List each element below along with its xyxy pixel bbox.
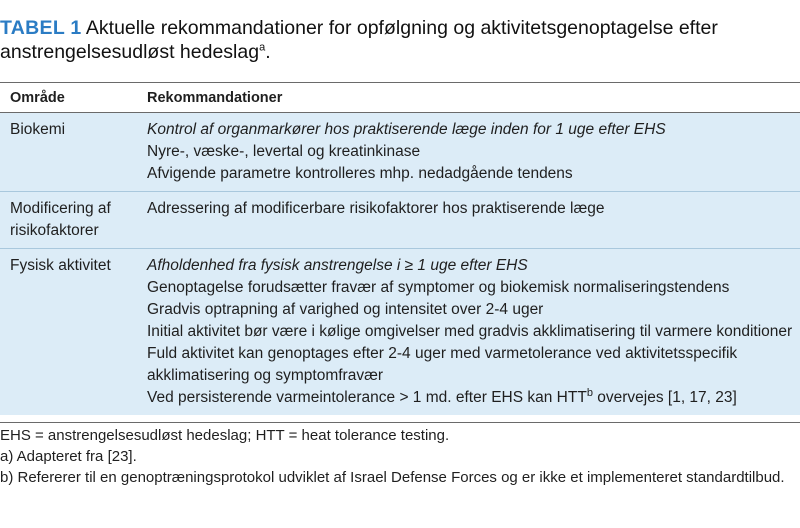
- row-recommendations: [142, 113, 800, 191]
- recommendation-line: Initial aktivitet bør være i kølige omgivelser med gradvis akklimatisering til varmere konditioner: [147, 323, 793, 340]
- table-header-row: [0, 83, 800, 112]
- recommendations-table: [0, 82, 800, 415]
- recommendation-text-end: overvejes [1, 17, 23]: [592, 389, 737, 406]
- recommendation-line: Genoptagelse forudsætter fravær af symptomer og biokemisk normaliseringstendens: [147, 279, 730, 296]
- recommendation-line: Adressering af modificerbare risikofaktorer hos praktiserende læge: [147, 200, 605, 217]
- table-row: [0, 248, 800, 415]
- recommendation-line: Nyre-, væske-, levertal og kreatinkinase: [147, 143, 421, 160]
- row-recommendations: [142, 192, 800, 248]
- recommendation-line: [147, 387, 794, 409]
- footnote-abbreviations: EHS = anstrengelsesudløst hedeslag; HTT = heat tolerance testing.: [0, 427, 450, 444]
- table-row: [0, 191, 800, 248]
- header-area: Område: [10, 89, 65, 106]
- row-area: Biokemi: [10, 121, 66, 138]
- caption-period: .: [265, 41, 271, 63]
- table-row: [0, 112, 800, 191]
- row-area: Modificering af risikofaktorer: [10, 200, 111, 239]
- recommendation-line: Gradvis optrapning af varighed og intensitet over 2-4 uger: [147, 301, 544, 318]
- recommendation-line: Afvigende parametre kontrolleres mhp. nedadgående tendens: [147, 165, 573, 182]
- header-recommendations: Rekommandationer: [147, 89, 283, 106]
- recommendation-line: Fuld aktivitet kan genoptages efter 2-4 uger med varmetolerance ved aktivitetsspecifik akklimatisering og symptomfravær: [147, 345, 738, 384]
- table-caption: Aktuelle rekommandationer for opfølgning og aktivitetsgenoptagelse efter anstrengelsesudløst hedeslag: [0, 17, 718, 63]
- footnote-b: b) Refererer til en genoptræningsprotokol udviklet af Israel Defense Forces og er ikke et implementeret standardtilbud.: [0, 469, 785, 486]
- row-area: Fysisk aktivitet: [10, 257, 111, 274]
- footnote-marker: b: [586, 386, 593, 399]
- table-number: TABEL 1: [0, 17, 82, 39]
- footnote-a: a) Adapteret fra [23].: [0, 448, 137, 465]
- table-title: [0, 16, 790, 64]
- caption-footnote-marker: a: [259, 41, 266, 54]
- recommendation-line: Kontrol af organmarkører hos praktiserende læge inden for 1 uge efter EHS: [147, 121, 666, 138]
- table-footnotes: [0, 422, 800, 488]
- recommendation-line: Afholdenhed fra fysisk anstrengelse i ≥ 1 uge efter EHS: [147, 257, 528, 274]
- row-recommendations: [142, 249, 800, 415]
- recommendation-text: Ved persisterende varmeintolerance > 1 md. efter EHS kan HTT: [147, 389, 587, 406]
